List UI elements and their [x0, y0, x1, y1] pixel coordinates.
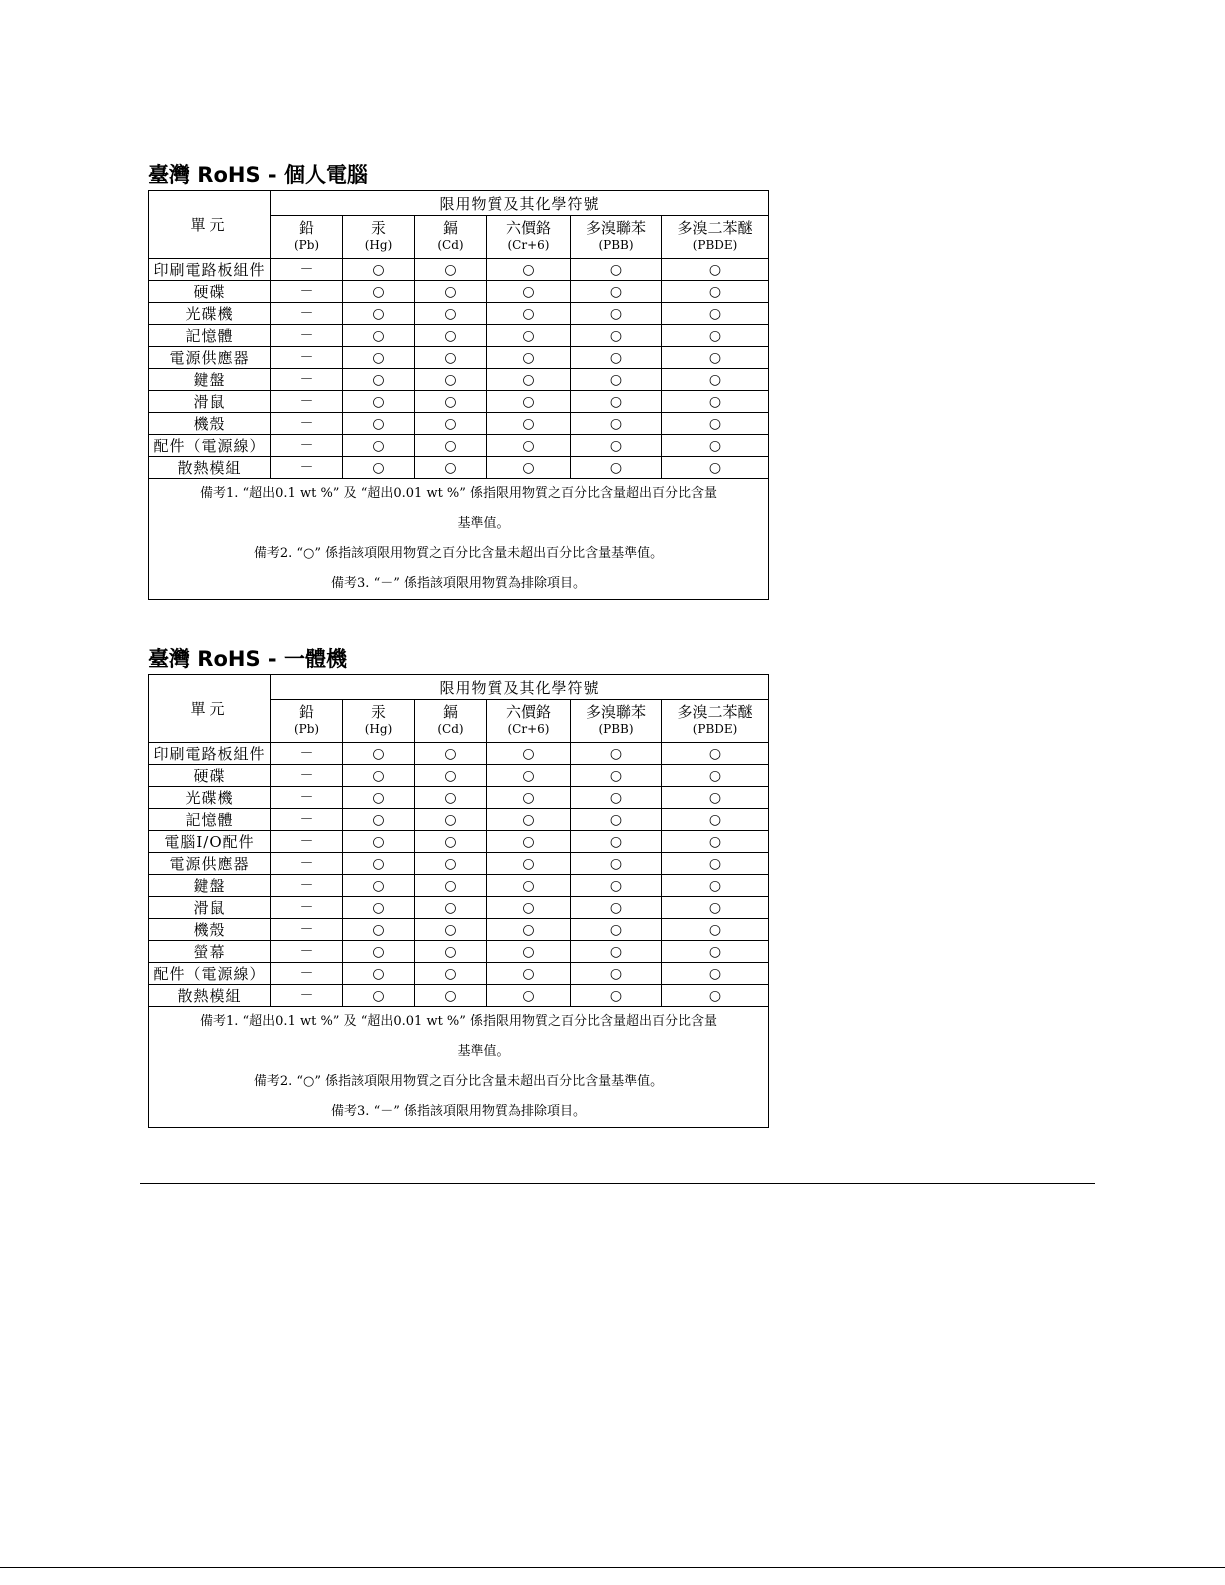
note-3: 備考3. “－” 係指該項限用物質為排除項目。 — [331, 1104, 586, 1119]
page-bottom-divider — [0, 1567, 1225, 1568]
substance-mark: ○ — [487, 985, 571, 1007]
substance-name: 六價鉻 — [505, 703, 551, 721]
substance-header — [343, 216, 415, 259]
unit-name: 記憶體 — [149, 325, 271, 347]
substance-mark: ○ — [571, 897, 662, 919]
table-row — [149, 325, 769, 347]
note-3: 備考3. “－” 係指該項限用物質為排除項目。 — [331, 576, 586, 591]
substance-mark: ○ — [571, 765, 662, 787]
substance-mark: ○ — [415, 765, 487, 787]
substance-mark: ○ — [487, 743, 571, 765]
substance-mark: ○ — [343, 875, 415, 897]
unit-name: 光碟機 — [149, 787, 271, 809]
table-row — [149, 787, 769, 809]
substance-mark: － — [271, 413, 343, 435]
substance-mark: ○ — [571, 303, 662, 325]
substance-name: 多溴聯苯 — [585, 219, 646, 237]
substance-mark: ○ — [571, 787, 662, 809]
substance-mark: ○ — [343, 963, 415, 985]
rohs-table — [148, 674, 769, 1128]
unit-name: 印刷電路板組件 — [149, 259, 271, 281]
substance-name: 鉛 — [298, 703, 314, 721]
substance-symbol: (PBB) — [598, 238, 634, 252]
table-row — [149, 457, 769, 479]
substance-header — [487, 700, 571, 743]
substance-header — [271, 216, 343, 259]
unit-name: 滑鼠 — [149, 897, 271, 919]
substance-mark: ○ — [415, 457, 487, 479]
substance-mark: ○ — [662, 369, 769, 391]
unit-name: 硬碟 — [149, 281, 271, 303]
substance-mark: － — [271, 919, 343, 941]
substance-mark: ○ — [415, 787, 487, 809]
substance-header — [343, 700, 415, 743]
substance-mark: ○ — [487, 897, 571, 919]
substance-mark: ○ — [571, 743, 662, 765]
substance-mark: － — [271, 765, 343, 787]
substance-mark: ○ — [415, 809, 487, 831]
substance-mark: ○ — [487, 809, 571, 831]
table-row — [149, 853, 769, 875]
table-row — [149, 875, 769, 897]
table-row — [149, 897, 769, 919]
substance-mark: － — [271, 941, 343, 963]
substance-mark: ○ — [487, 831, 571, 853]
substance-mark: ○ — [487, 875, 571, 897]
substance-mark: ○ — [571, 369, 662, 391]
substance-mark: ○ — [415, 941, 487, 963]
substance-name: 多溴聯苯 — [585, 703, 646, 721]
substance-mark: ○ — [415, 347, 487, 369]
table-row — [149, 919, 769, 941]
substance-mark: ○ — [662, 941, 769, 963]
substance-mark: ○ — [487, 963, 571, 985]
unit-name: 配件（電源線） — [149, 435, 271, 457]
substance-mark: ○ — [487, 941, 571, 963]
substance-mark: ○ — [571, 281, 662, 303]
substance-mark: ○ — [487, 457, 571, 479]
substance-symbol: (Cr+6) — [507, 238, 550, 252]
substance-mark: ○ — [415, 435, 487, 457]
unit-name: 光碟機 — [149, 303, 271, 325]
substance-mark: ○ — [415, 985, 487, 1007]
substance-mark: ○ — [571, 875, 662, 897]
substance-mark: ○ — [487, 853, 571, 875]
table-row — [149, 303, 769, 325]
table-row — [149, 963, 769, 985]
note-1: 備考1. “超出0.1 wt %” 及 “超出0.01 wt %” 係指限用物質之百分比含量超出百分比含量 — [199, 1014, 718, 1029]
notes-cell — [149, 1007, 769, 1128]
table-row — [149, 765, 769, 787]
substance-mark: ○ — [343, 765, 415, 787]
substance-mark: － — [271, 391, 343, 413]
substance-mark: ○ — [571, 457, 662, 479]
substance-name: 汞 — [370, 219, 386, 237]
unit-name: 電腦I/O配件 — [149, 831, 271, 853]
substance-mark: ○ — [487, 391, 571, 413]
substance-symbol: (PBB) — [598, 722, 634, 736]
substance-mark: ○ — [487, 413, 571, 435]
substance-mark: ○ — [415, 963, 487, 985]
substance-symbol: (Pb) — [293, 238, 320, 252]
rohs-section-aio — [148, 644, 768, 1128]
substance-header — [487, 216, 571, 259]
substance-mark: ○ — [662, 743, 769, 765]
substance-mark: ○ — [343, 743, 415, 765]
substance-mark: ○ — [571, 259, 662, 281]
substance-header — [571, 216, 662, 259]
substance-symbol: (Pb) — [293, 722, 320, 736]
substance-mark: ○ — [571, 963, 662, 985]
substance-mark: － — [271, 457, 343, 479]
substance-mark: ○ — [662, 809, 769, 831]
substance-mark: ○ — [415, 325, 487, 347]
substance-mark: ○ — [571, 919, 662, 941]
substance-mark: ○ — [415, 853, 487, 875]
note-2: 備考2. “○” 係指該項限用物質之百分比含量未超出百分比含量基準值。 — [253, 546, 664, 561]
substance-mark: ○ — [662, 281, 769, 303]
substance-name: 鎘 — [442, 703, 458, 721]
substance-symbol: (Cr+6) — [507, 722, 550, 736]
unit-header: 單元 — [149, 675, 271, 743]
substance-mark: ○ — [662, 985, 769, 1007]
substance-mark: ○ — [487, 369, 571, 391]
substance-mark: ○ — [662, 875, 769, 897]
notes-cell — [149, 479, 769, 600]
unit-name: 螢幕 — [149, 941, 271, 963]
substance-mark: ○ — [662, 919, 769, 941]
substance-name: 六價鉻 — [505, 219, 551, 237]
substance-mark: － — [271, 875, 343, 897]
unit-header: 單元 — [149, 191, 271, 259]
substance-header — [271, 700, 343, 743]
substance-symbol: (PBDE) — [692, 238, 738, 252]
section-title: 臺灣 RoHS - 一體機 — [148, 647, 347, 671]
substance-mark: ○ — [487, 325, 571, 347]
substance-mark: ○ — [343, 897, 415, 919]
horizontal-divider — [140, 1183, 1095, 1184]
substance-mark: ○ — [415, 413, 487, 435]
table-row — [149, 941, 769, 963]
substance-mark: ○ — [662, 831, 769, 853]
section-title: 臺灣 RoHS - 個人電腦 — [148, 163, 368, 187]
rohs-table — [148, 190, 769, 600]
substance-mark: ○ — [415, 303, 487, 325]
substance-mark: ○ — [343, 853, 415, 875]
substance-mark: － — [271, 853, 343, 875]
substance-mark: ○ — [415, 897, 487, 919]
substance-mark: ○ — [343, 809, 415, 831]
substance-mark: － — [271, 963, 343, 985]
substance-header — [662, 700, 769, 743]
substance-mark: － — [271, 259, 343, 281]
substance-mark: － — [271, 435, 343, 457]
unit-name: 記憶體 — [149, 809, 271, 831]
substance-symbol: (Hg) — [364, 722, 393, 736]
substance-mark: ○ — [415, 919, 487, 941]
substance-mark: ○ — [487, 347, 571, 369]
substance-header — [415, 700, 487, 743]
substance-mark: ○ — [343, 941, 415, 963]
substance-mark: － — [271, 303, 343, 325]
substance-mark: ○ — [662, 303, 769, 325]
substance-mark: ○ — [662, 765, 769, 787]
substance-mark: ○ — [487, 787, 571, 809]
note-1-continued: 基準值。 — [457, 516, 510, 531]
note-1: 備考1. “超出0.1 wt %” 及 “超出0.01 wt %” 係指限用物質之百分比含量超出百分比含量 — [199, 486, 718, 501]
substance-mark: ○ — [662, 853, 769, 875]
substance-mark: ○ — [343, 787, 415, 809]
substance-mark: － — [271, 809, 343, 831]
substance-mark: ○ — [662, 963, 769, 985]
substance-mark: － — [271, 369, 343, 391]
substance-mark: ○ — [415, 281, 487, 303]
substance-mark: － — [271, 787, 343, 809]
substance-mark: ○ — [571, 853, 662, 875]
unit-name: 鍵盤 — [149, 369, 271, 391]
table-row — [149, 391, 769, 413]
substance-mark: ○ — [571, 831, 662, 853]
substance-mark: ○ — [662, 391, 769, 413]
table-row — [149, 743, 769, 765]
unit-name: 散熱模組 — [149, 985, 271, 1007]
table-row — [149, 281, 769, 303]
rohs-section-pc — [148, 160, 768, 600]
restricted-substances-header: 限用物質及其化學符號 — [271, 191, 769, 216]
substance-mark: ○ — [662, 413, 769, 435]
substance-mark: ○ — [571, 435, 662, 457]
substance-mark: ○ — [487, 919, 571, 941]
table-row — [149, 985, 769, 1007]
substance-mark: ○ — [343, 391, 415, 413]
substance-mark: ○ — [415, 831, 487, 853]
substance-mark: ○ — [662, 457, 769, 479]
substance-symbol: (Hg) — [364, 238, 393, 252]
substance-mark: ○ — [487, 259, 571, 281]
substance-mark: － — [271, 897, 343, 919]
substance-mark: ○ — [343, 369, 415, 391]
substance-mark: ○ — [415, 391, 487, 413]
substance-mark: － — [271, 347, 343, 369]
substance-mark: ○ — [343, 435, 415, 457]
table-row — [149, 809, 769, 831]
substance-mark: ○ — [662, 435, 769, 457]
substance-mark: ○ — [487, 303, 571, 325]
substance-mark: ○ — [487, 765, 571, 787]
substance-mark: ○ — [343, 303, 415, 325]
substance-mark: ○ — [571, 413, 662, 435]
substance-mark: ○ — [571, 347, 662, 369]
substance-mark: ○ — [415, 743, 487, 765]
substance-mark: ○ — [662, 787, 769, 809]
table-row — [149, 413, 769, 435]
substance-name: 鎘 — [442, 219, 458, 237]
substance-mark: ○ — [662, 259, 769, 281]
substance-mark: ○ — [343, 325, 415, 347]
substance-mark: ○ — [415, 875, 487, 897]
unit-name: 配件（電源線） — [149, 963, 271, 985]
table-row — [149, 369, 769, 391]
substance-mark: ○ — [343, 281, 415, 303]
substance-mark: ○ — [571, 325, 662, 347]
substance-mark: ○ — [662, 897, 769, 919]
substance-mark: ○ — [487, 435, 571, 457]
substance-name: 多溴二苯醚 — [677, 219, 753, 237]
substance-mark: ○ — [571, 985, 662, 1007]
unit-name: 機殼 — [149, 919, 271, 941]
substance-mark: － — [271, 281, 343, 303]
table-row — [149, 347, 769, 369]
table-row — [149, 259, 769, 281]
substance-header — [415, 216, 487, 259]
substance-mark: ○ — [571, 391, 662, 413]
unit-name: 硬碟 — [149, 765, 271, 787]
note-1-continued: 基準值。 — [457, 1044, 510, 1059]
unit-name: 鍵盤 — [149, 875, 271, 897]
substance-name: 汞 — [370, 703, 386, 721]
substance-mark: ○ — [343, 413, 415, 435]
substance-name: 多溴二苯醚 — [677, 703, 753, 721]
substance-mark: ○ — [487, 281, 571, 303]
substance-mark: － — [271, 743, 343, 765]
substance-mark: ○ — [343, 831, 415, 853]
substance-mark: ○ — [343, 457, 415, 479]
substance-mark: ○ — [571, 809, 662, 831]
unit-name: 電源供應器 — [149, 853, 271, 875]
substance-symbol: (PBDE) — [692, 722, 738, 736]
substance-mark: ○ — [343, 259, 415, 281]
note-2: 備考2. “○” 係指該項限用物質之百分比含量未超出百分比含量基準值。 — [253, 1074, 664, 1089]
substance-mark: － — [271, 325, 343, 347]
substance-header — [571, 700, 662, 743]
substance-mark: ○ — [343, 919, 415, 941]
table-row — [149, 831, 769, 853]
substance-mark: － — [271, 831, 343, 853]
substance-symbol: (Cd) — [437, 238, 464, 252]
substance-mark: ○ — [343, 985, 415, 1007]
restricted-substances-header: 限用物質及其化學符號 — [271, 675, 769, 700]
table-row — [149, 435, 769, 457]
substance-mark: ○ — [343, 347, 415, 369]
unit-name: 散熱模組 — [149, 457, 271, 479]
unit-name: 滑鼠 — [149, 391, 271, 413]
substance-symbol: (Cd) — [437, 722, 464, 736]
substance-header — [662, 216, 769, 259]
substance-mark: － — [271, 985, 343, 1007]
unit-name: 機殼 — [149, 413, 271, 435]
substance-mark: ○ — [662, 325, 769, 347]
substance-mark: ○ — [662, 347, 769, 369]
substance-mark: ○ — [415, 259, 487, 281]
unit-name: 印刷電路板組件 — [149, 743, 271, 765]
unit-name: 電源供應器 — [149, 347, 271, 369]
substance-mark: ○ — [571, 941, 662, 963]
substance-mark: ○ — [415, 369, 487, 391]
substance-name: 鉛 — [298, 219, 314, 237]
